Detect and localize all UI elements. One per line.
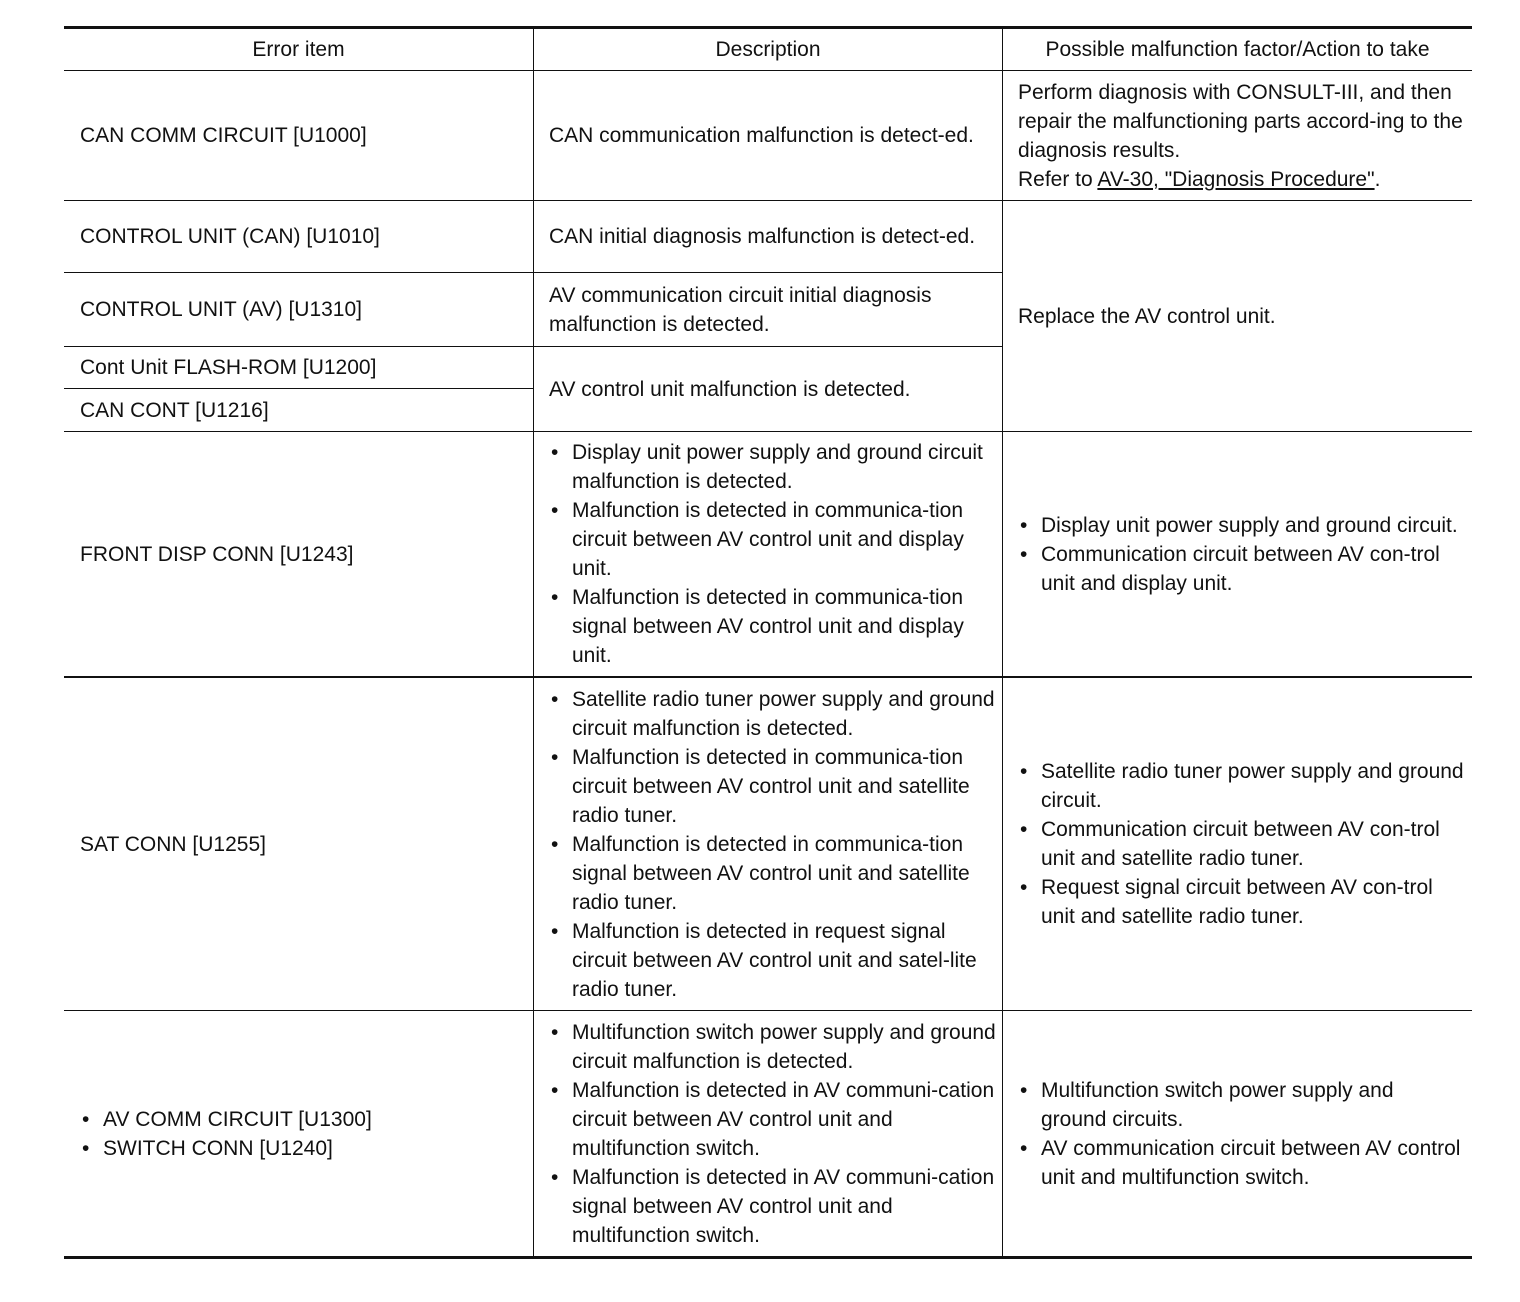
row-av-comm-description [549, 1011, 1005, 1256]
list-item: • Request signal circuit between AV con-trol unit and satellite radio tuner. [1018, 873, 1464, 931]
row-front-disp-item: FRONT DISP CONN [U1243] [80, 542, 354, 566]
list-item: • AV COMM CIRCUIT [U1300] [80, 1105, 530, 1134]
list-item: • Satellite radio tuner power supply and ground circuit. [1018, 757, 1464, 815]
list-item: • Display unit power supply and ground circuit. [1018, 511, 1464, 540]
row-av-comm-action [1018, 1011, 1464, 1256]
refer-line [1018, 165, 1464, 194]
header-action: Possible malfunction factor/Action to take [1045, 38, 1430, 61]
refer-link[interactable]: AV-30, "Diagnosis Procedure" [1097, 167, 1375, 191]
header-error-item: Error item [252, 38, 345, 61]
rule-bottom [64, 1256, 1472, 1259]
list-item: • AV communication circuit between AV control unit and multifunction switch. [1018, 1134, 1464, 1192]
replace-av-unit-action: Replace the AV control unit. [1018, 304, 1276, 328]
list-item: • SWITCH CONN [U1240] [80, 1134, 530, 1163]
error-table [64, 26, 1472, 1259]
row-sat-conn-action [1018, 678, 1464, 1010]
list-item: • Display unit power supply and ground circuit malfunction is detected. [549, 438, 1005, 496]
refer-suffix: . [1374, 167, 1381, 191]
col-divider-1 [533, 26, 534, 1259]
row-av-comm-item [80, 1011, 530, 1256]
list-item: • Malfunction is detected in request signal circuit between AV control unit and satel-lite radio tuner. [549, 917, 1005, 1004]
list-item: • Communication circuit between AV con-trol unit and satellite radio tuner. [1018, 815, 1464, 873]
row-control-unit-can-item: CONTROL UNIT (CAN) [U1010] [80, 225, 380, 248]
row-sat-conn-item: SAT CONN [U1255] [80, 832, 266, 856]
row-can-comm-item: CAN COMM CIRCUIT [U1000] [80, 124, 367, 147]
list-item: • Malfunction is detected in communica-tion signal between AV control unit and satellite radio tuner. [549, 830, 1005, 917]
list-item: • Malfunction is detected in communica-tion circuit between AV control unit and display unit. [549, 496, 1005, 583]
row-sat-conn-description [549, 678, 1005, 1010]
header-description: Description [715, 38, 821, 61]
av-unit-malfunction-description: AV control unit malfunction is detected. [549, 377, 911, 401]
list-item: • Malfunction is detected in AV communi-cation circuit between AV control unit and multifunction switch. [549, 1076, 1005, 1163]
row-control-unit-av-description: AV communication circuit initial diagnosis malfunction is detected. [549, 283, 932, 336]
row-front-disp-action [1018, 432, 1464, 676]
list-item: • Multifunction switch power supply and ground circuit malfunction is detected. [549, 1018, 1005, 1076]
row-can-cont-item: CAN CONT [U1216] [80, 398, 269, 422]
list-item: • Communication circuit between AV con-trol unit and display unit. [1018, 540, 1464, 598]
list-item: • Malfunction is detected in communica-tion signal between AV control unit and display unit. [549, 583, 1005, 670]
row-can-comm-action [1018, 71, 1464, 200]
list-item: • Satellite radio tuner power supply and ground circuit malfunction is detected. [549, 685, 1005, 743]
action-text: Perform diagnosis with CONSULT-III, and then repair the malfunctioning parts accord-ing to the diagnosis results. [1018, 80, 1463, 162]
list-item: • Malfunction is detected in AV communi-cation signal between AV control unit and multifunction switch. [549, 1163, 1005, 1250]
row-flash-rom-item: Cont Unit FLASH-ROM [U1200] [80, 356, 377, 379]
list-item: • Multifunction switch power supply and ground circuits. [1018, 1076, 1464, 1134]
list-item: • Malfunction is detected in communica-tion circuit between AV control unit and satellite radio tuner. [549, 743, 1005, 830]
refer-prefix: Refer to [1018, 167, 1098, 191]
row-control-unit-av-item: CONTROL UNIT (AV) [U1310] [80, 298, 363, 321]
row-control-unit-can-description: CAN initial diagnosis malfunction is detect-ed. [549, 225, 976, 248]
row-can-comm-description: CAN communication malfunction is detect-ed. [549, 124, 974, 147]
row-front-disp-description [549, 432, 1005, 676]
